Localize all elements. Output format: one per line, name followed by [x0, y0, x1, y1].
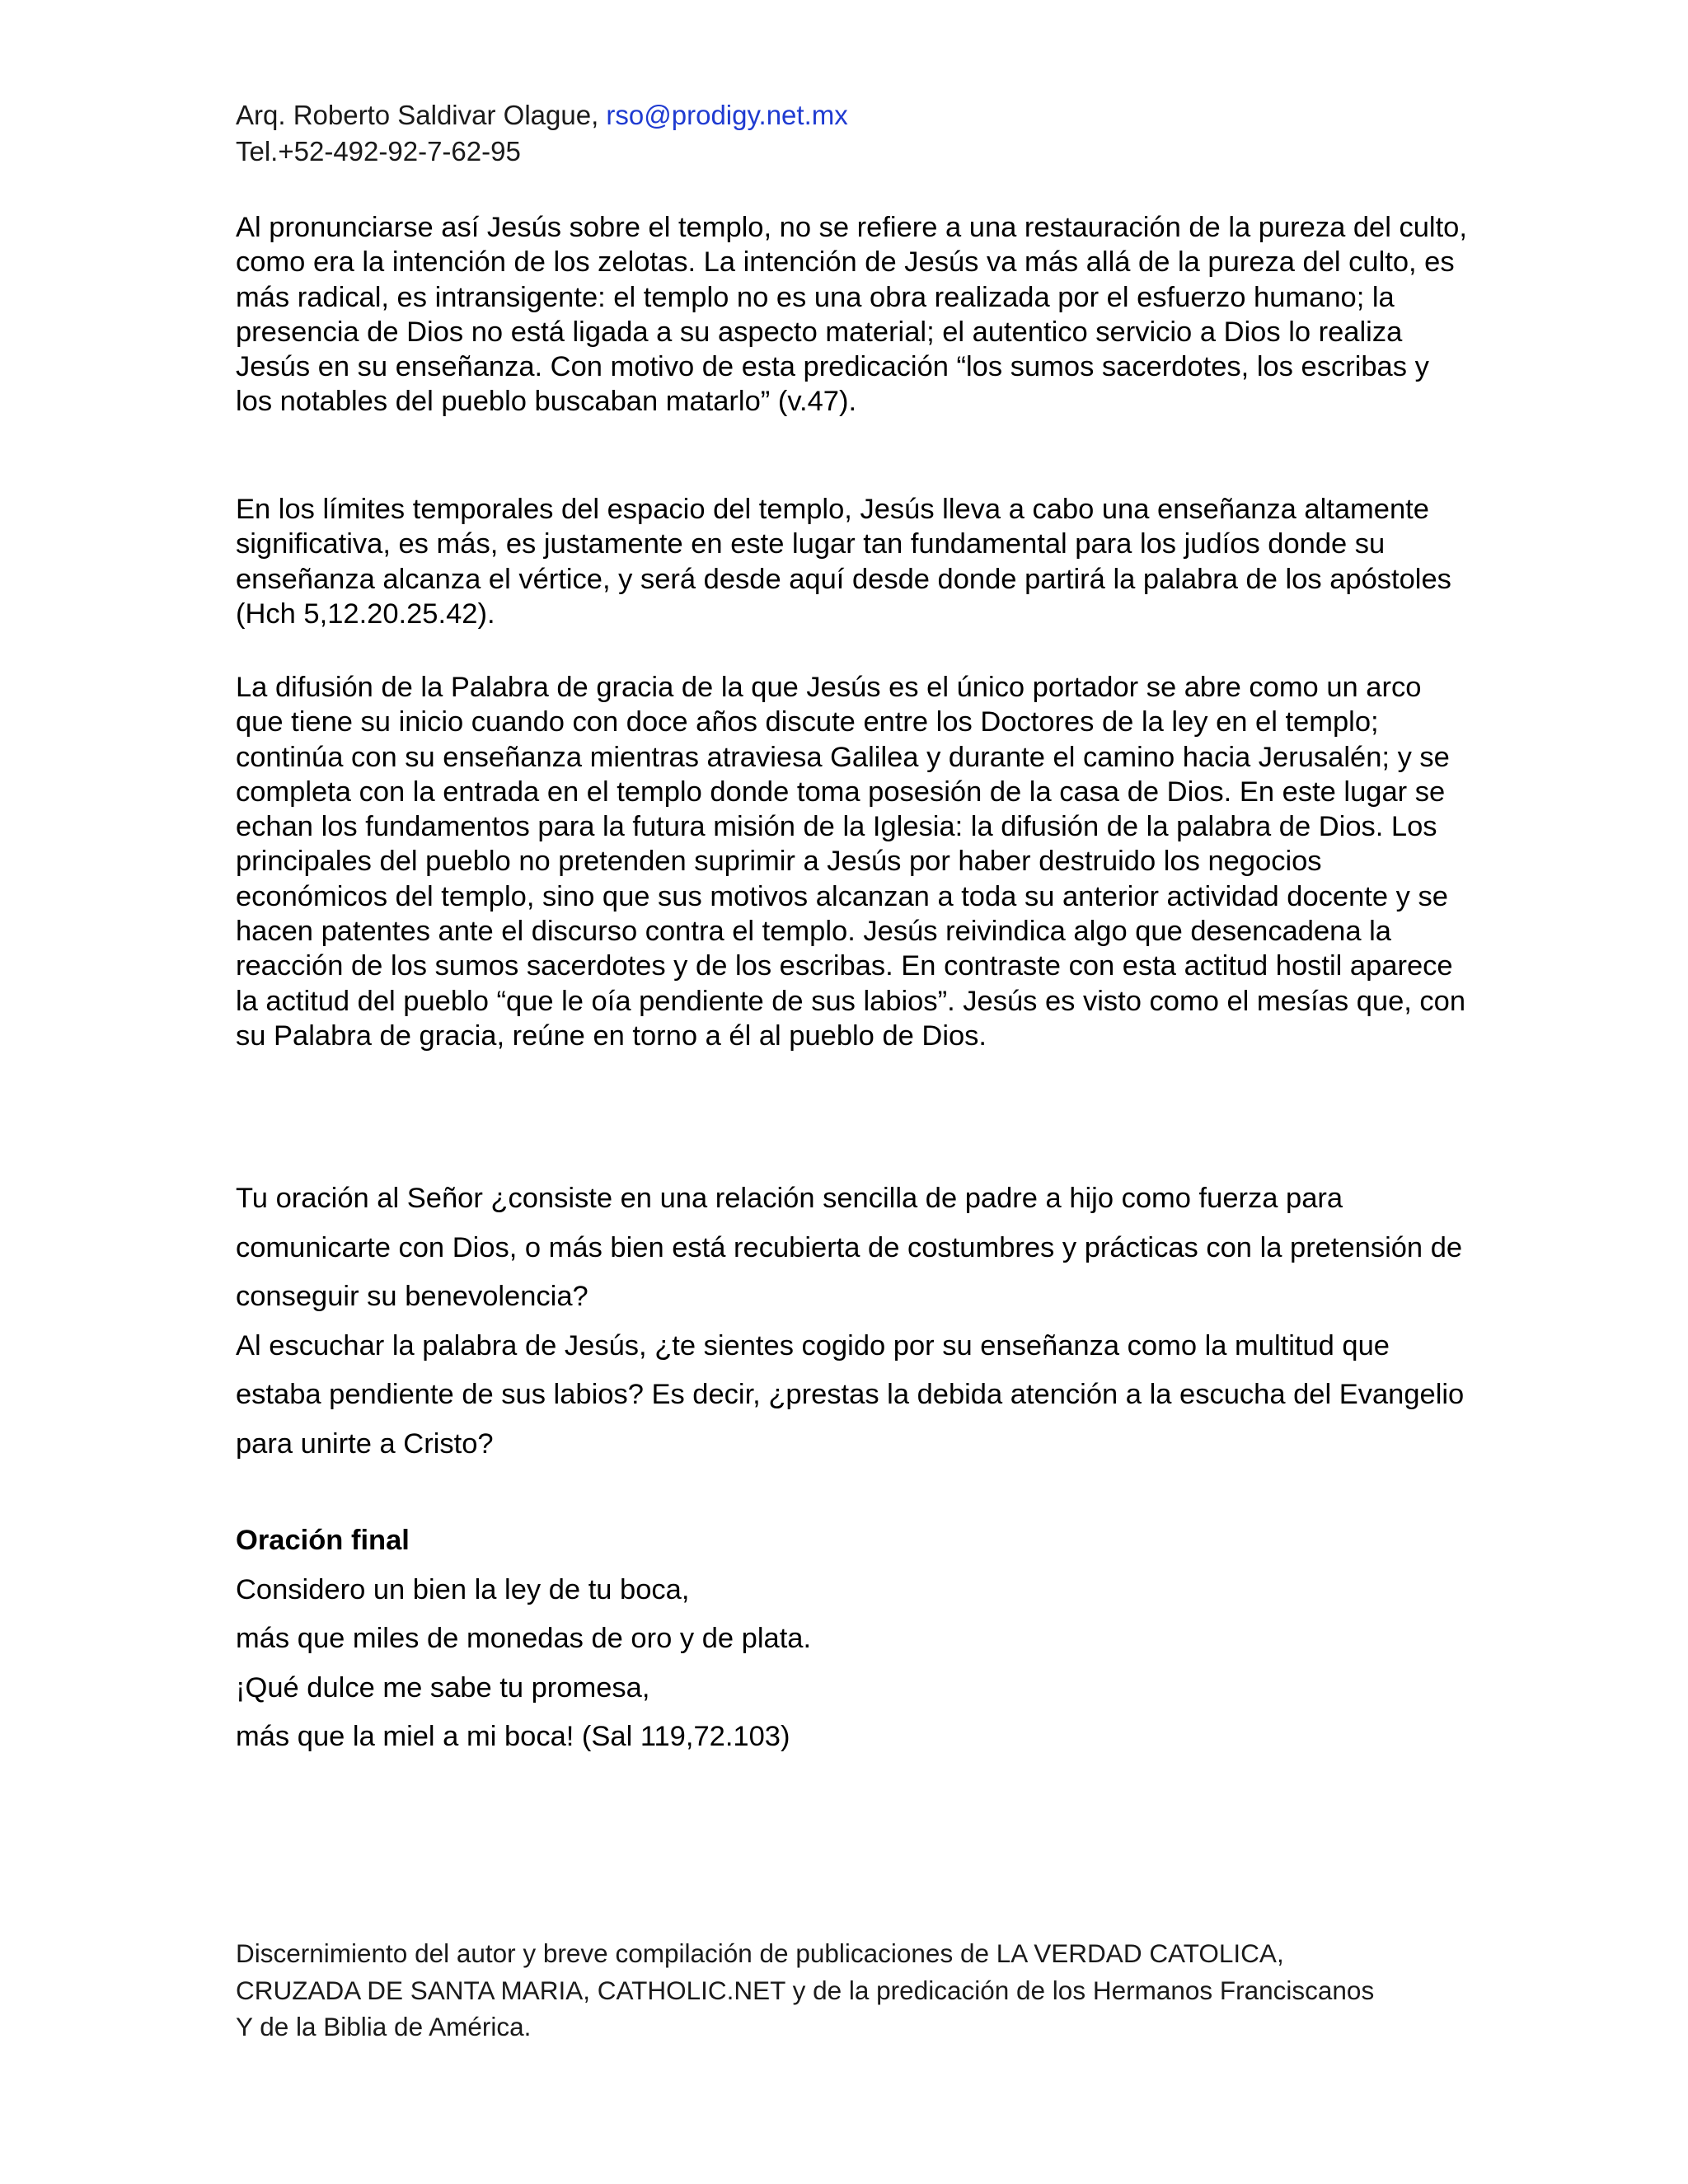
- prayer-line-2: más que miles de monedas de oro y de plata.: [236, 1623, 812, 1654]
- paragraph-1: Al pronunciarse así Jesús sobre el templo, no se refiere a una restauración de la pureza del culto, como era la intención de los zelotas. La intención de Jesús va más allá de la pureza del culto, es más radical, es intransigente: el templo no es una obra realizada por el esfuerzo humano; la presencia de Dios no está ligada a su aspecto material; el autentico servicio a Dios lo realiza Jesús en su enseñanza. Con motivo de esta predicación “los sumos sacerdotes, los escribas y los notables del pueblo buscaban matarlo” (v.47).: [236, 212, 1467, 418]
- question-2: Al escuchar la palabra de Jesús, ¿te sientes cogido por su enseñanza como la multitud que estaba pendiente de sus labios? Es decir, ¿prestas la debida atención a la escucha del Evangelio para unirte a Cristo?: [236, 1329, 1465, 1460]
- paragraph-3: La difusión de la Palabra de gracia de la que Jesús es el único portador se abre como un arco que tiene su inicio cuando con doce años discute entre los Doctores de la ley en el templo; continúa con su enseñanza mientras atraviesa Galilea y durante el camino hacia Jerusalén; y se completa con la entrada en el templo donde toma posesión de la casa de Dios. En este lugar se echan los fundamentos para la futura misión de la Iglesia: la difusión de la palabra de Dios. Los principales del pueblo no pretenden suprimir a Jesús por haber destruido los negocios económicos del templo, sino que sus motivos alcanzan a toda su anterior actividad docente y se hacen patentes ante el discurso contra el templo. Jesús reivindica algo que desencadena la reacción de los sumos sacerdotes y de los escribas. En contraste con esta actitud hostil aparece la actitud del pueblo “que le oía pendiente de sus labios”. Jesús es visto como el mesías que, con su Palabra de gracia, reúne en torno a él al pueblo de Dios.: [236, 672, 1466, 1052]
- footer-line-1: Discernimiento del autor y breve compilación de publicaciones de LA VERDAD CATOLICA,: [236, 1938, 1284, 1968]
- prayer-line-3: ¡Qué dulce me sabe tu promesa,: [236, 1671, 650, 1704]
- prayer-line-1: Considero un bien la ley de tu boca,: [236, 1573, 690, 1605]
- question-1: Tu oración al Señor ¿consiste en una relación sencilla de padre a hijo como fuerza para comunicarte con Dios, o más bien está recubierta de costumbres y prácticas con la pretensión de conseguir su benevolencia?: [236, 1183, 1463, 1312]
- reflection-questions: [236, 1174, 1472, 1469]
- phone-line: Tel.+52-492-92-7-62-95: [236, 136, 521, 166]
- paragraph-2: En los límites temporales del espacio del templo, Jesús lleva a cabo una enseñanza altamente significativa, es más, es justamente en este lugar tan fundamental para los judíos donde su enseñanza alcanza el vértice, y será desde aquí desde donde partirá la palabra de los apóstoles (Hch 5,12.20.25.42).: [236, 494, 1451, 630]
- prayer-title: Oración final: [236, 1525, 410, 1556]
- footer-line-3: Y de la Biblia de América.: [236, 2012, 532, 2041]
- author-line: [236, 97, 848, 134]
- author-email-link[interactable]: rso@prodigy.net.mx: [606, 100, 848, 130]
- footer-line-2: CRUZADA DE SANTA MARIA, CATHOLIC.NET y de la predicación de los Hermanos Franciscanos: [236, 1975, 1375, 2005]
- document-footer: [236, 1935, 1472, 2046]
- author-name: Arq. Roberto Saldivar Olague,: [236, 100, 607, 130]
- document-page: [236, 0, 1472, 2184]
- prayer-line-4: más que la miel a mi boca! (Sal 119,72.103): [236, 1721, 790, 1752]
- document-header: [236, 97, 848, 170]
- final-prayer: [236, 1516, 1472, 1762]
